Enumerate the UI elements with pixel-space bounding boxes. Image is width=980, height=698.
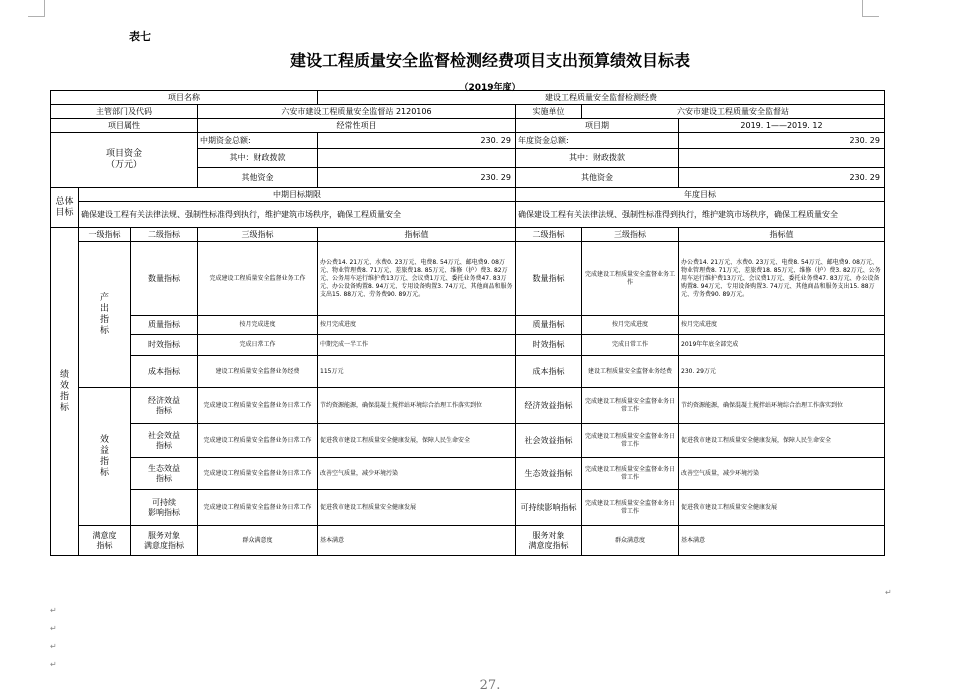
attr-value: 经常性项目 <box>198 119 516 133</box>
year-goal-label: 年度目标 <box>516 188 885 202</box>
project-name-value: 建设工程质量安全监督检测经费 <box>318 91 885 105</box>
year-level3-cell: 完成日常工作 <box>582 335 679 356</box>
year-level2-cell: 可持续影响指标 <box>516 490 582 526</box>
output-label: 产 出 指 标 <box>79 242 131 388</box>
level3-cell: 建设工程质量安全监督业务经费 <box>198 356 318 388</box>
table-row <box>51 388 885 424</box>
project-name-label: 项目名称 <box>51 91 318 105</box>
level2-cell: 时效指标 <box>131 335 198 356</box>
dept-label: 主管部门及代码 <box>51 105 198 119</box>
value-cell: 按月完成进度 <box>318 316 516 335</box>
perf-label: 绩 效 指 标 <box>51 228 79 556</box>
year-level3-cell: 完成建设工程质量安全监督业务日常工作 <box>582 458 679 490</box>
year-level3-cell: 完成建设工程质量安全监督业务工作 <box>582 242 679 316</box>
table-row <box>51 356 885 388</box>
document-title: 建设工程质量安全监督检测经费项目支出预算绩效目标表 <box>289 51 690 70</box>
year-other-value: 230. 29 <box>679 168 885 188</box>
paragraph-mark: ↵ <box>50 624 57 633</box>
year-total-value: 230. 29 <box>679 133 885 149</box>
level2-cell: 成本指标 <box>131 356 198 388</box>
mid-goal-text: 确保建设工程有关法律法规、强制性标准得到执行，维护建筑市场秩序，确保工程质量安全 <box>79 202 516 228</box>
header-value: 指标值 <box>318 228 516 242</box>
table-row <box>51 424 885 458</box>
table-label: 表七 <box>129 30 151 43</box>
row-project-name <box>51 91 885 105</box>
year-level3-cell: 群众满意度 <box>582 526 679 556</box>
header-year-level2: 二级指标 <box>516 228 582 242</box>
year-level3-cell: 完成建设工程质量安全监督业务日常工作 <box>582 424 679 458</box>
crop-mark-top-right <box>862 0 879 17</box>
impl-value: 六安市建设工程质量安全监督站 <box>582 105 885 119</box>
level3-cell: 完成建设工程质量安全监督业务工作 <box>198 242 318 316</box>
value-cell: 中期完成一半工作 <box>318 335 516 356</box>
mid-fiscal-label: 其中：财政拨款 <box>198 149 318 168</box>
level3-cell: 完成建设工程质量安全监督业务日常工作 <box>198 424 318 458</box>
value-cell: 促进我市建设工程质量安全健康发展 <box>318 490 516 526</box>
year-level2-cell: 质量指标 <box>516 316 582 335</box>
overall-goal-label: 总体 目标 <box>51 188 79 228</box>
value-cell: 办公费14. 21万元、水费0. 23万元、电费8. 54万元、邮电费9. 08万元、物业管理费8. 71万元、差旅费18. 85万元、维修（护）费3. 82万元、公务用车运行维护费13万元、会议费1万元、委托业务费47. 83万元、办公设备购置8. 94万元、专用设备购置3. 74万元、其他商品和服务支出15. 88万元、劳务费90. 89万元。 <box>318 242 516 316</box>
row-perf-header <box>51 228 885 242</box>
crop-mark-top-left <box>28 0 45 17</box>
period-label: 项目期 <box>516 119 679 133</box>
year-level2-cell: 生态效益指标 <box>516 458 582 490</box>
year-goal-text: 确保建设工程有关法律法规、强制性标准得到执行，维护建筑市场秩序，确保工程质量安全 <box>516 202 885 228</box>
level3-cell: 完成建设工程质量安全监督业务日常工作 <box>198 388 318 424</box>
table-row <box>51 490 885 526</box>
year-total-label: 年度资金总额: <box>516 133 679 149</box>
satisfaction-label: 满意度 指标 <box>79 526 131 556</box>
year-value-cell: 2019年年底全部完成 <box>679 335 885 356</box>
header-level1: 一级指标 <box>79 228 131 242</box>
year-value-cell: 节约资源能源，确保混凝土搅拌站环境综合治理工作落实到位 <box>679 388 885 424</box>
header-level2: 二级指标 <box>131 228 198 242</box>
value-cell: 促进我市建设工程质量安全健康发展，保障人民生命安全 <box>318 424 516 458</box>
row-goals-header <box>51 188 885 202</box>
year-fiscal-label: 其中：财政拨款 <box>516 149 679 168</box>
table-row <box>51 242 885 316</box>
attr-label: 项目属性 <box>51 119 198 133</box>
year-level2-cell: 数量指标 <box>516 242 582 316</box>
year-value-cell: 230. 29万元 <box>679 356 885 388</box>
year-level3-cell: 完成建设工程质量安全监督业务日常工作 <box>582 490 679 526</box>
year-label: （2019年度） <box>459 83 521 93</box>
row-attribute <box>51 119 885 133</box>
level2-cell: 经济效益 指标 <box>131 388 198 424</box>
year-level2-cell: 时效指标 <box>516 335 582 356</box>
paragraph-mark: ↵ <box>50 642 57 651</box>
table-row <box>51 458 885 490</box>
year-value-cell: 办公费14. 21万元、水费0. 23万元、电费8. 54万元、邮电费9. 08万元、物业管理费8. 71万元、差旅费18. 85万元、维修（护）费3. 82万元、公务用车运行维护费13万元、会议费1万元、委托业务费47. 83万元、办公设备购置8. 94万元、专用设备购置3. 74万元、其他商品和服务支出15. 88万元、劳务费90. 89万元。 <box>679 242 885 316</box>
mid-other-label: 其他资金 <box>198 168 318 188</box>
paragraph-mark: ↵ <box>885 588 892 597</box>
dept-value: 六安市建设工程质量安全监督站 2120106 <box>198 105 516 119</box>
period-value: 2019. 1——2019. 12 <box>679 119 885 133</box>
header-year-value: 指标值 <box>679 228 885 242</box>
table-row <box>51 335 885 356</box>
year-level3-cell: 完成建设工程质量安全监督业务日常工作 <box>582 388 679 424</box>
paragraph-mark: ↵ <box>50 660 57 669</box>
year-value-cell: 基本满意 <box>679 526 885 556</box>
level2-cell: 生态效益 指标 <box>131 458 198 490</box>
page-number: 27. <box>479 678 501 693</box>
level3-cell: 完成日常工作 <box>198 335 318 356</box>
year-level2-cell: 经济效益指标 <box>516 388 582 424</box>
funds-label: 项目资金 （万元） <box>51 133 198 188</box>
year-value-cell: 改善空气质量，减少环境污染 <box>679 458 885 490</box>
value-cell: 115万元 <box>318 356 516 388</box>
level3-cell: 按月完成进度 <box>198 316 318 335</box>
year-value-cell: 促进我市建设工程质量安全健康发展，保障人民生命安全 <box>679 424 885 458</box>
paragraph-mark: ↵ <box>50 606 57 615</box>
year-level2-cell: 社会效益指标 <box>516 424 582 458</box>
value-cell: 改善空气质量，减少环境污染 <box>318 458 516 490</box>
value-cell: 基本满意 <box>318 526 516 556</box>
level3-cell: 群众满意度 <box>198 526 318 556</box>
mid-goal-label: 中期目标期限 <box>79 188 516 202</box>
header-year-level3: 三级指标 <box>582 228 679 242</box>
level2-cell: 服务对象 满意度指标 <box>131 526 198 556</box>
benefit-label: 效 益 指 标 <box>79 388 131 526</box>
level2-cell: 社会效益 指标 <box>131 424 198 458</box>
value-cell: 节约资源能源，确保混凝土搅拌站环境综合治理工作落实到位 <box>318 388 516 424</box>
level3-cell: 完成建设工程质量安全监督业务日常工作 <box>198 458 318 490</box>
mid-other-value: 230. 29 <box>318 168 516 188</box>
level2-cell: 可持续 影响指标 <box>131 490 198 526</box>
mid-total-label: 中期资金总额: <box>198 133 318 149</box>
year-value-cell: 促进我市建设工程质量安全健康发展 <box>679 490 885 526</box>
mid-total-value: 230. 29 <box>318 133 516 149</box>
impl-label: 实施单位 <box>516 105 582 119</box>
level2-cell: 质量指标 <box>131 316 198 335</box>
year-level3-cell: 按月完成进度 <box>582 316 679 335</box>
header-level3: 三级指标 <box>198 228 318 242</box>
level3-cell: 完成建设工程质量安全监督业务日常工作 <box>198 490 318 526</box>
year-level3-cell: 建设工程质量安全监督业务经费 <box>582 356 679 388</box>
mid-fiscal-value <box>318 149 516 168</box>
table-row <box>51 316 885 335</box>
performance-target-table <box>50 90 885 556</box>
row-goals-text <box>51 202 885 228</box>
year-other-label: 其他资金 <box>516 168 679 188</box>
year-level2-cell: 服务对象 满意度指标 <box>516 526 582 556</box>
row-department <box>51 105 885 119</box>
year-level2-cell: 成本指标 <box>516 356 582 388</box>
level2-cell: 数量指标 <box>131 242 198 316</box>
year-value-cell: 按月完成进度 <box>679 316 885 335</box>
row-funds-total <box>51 133 885 149</box>
table-row <box>51 526 885 556</box>
year-fiscal-value <box>679 149 885 168</box>
